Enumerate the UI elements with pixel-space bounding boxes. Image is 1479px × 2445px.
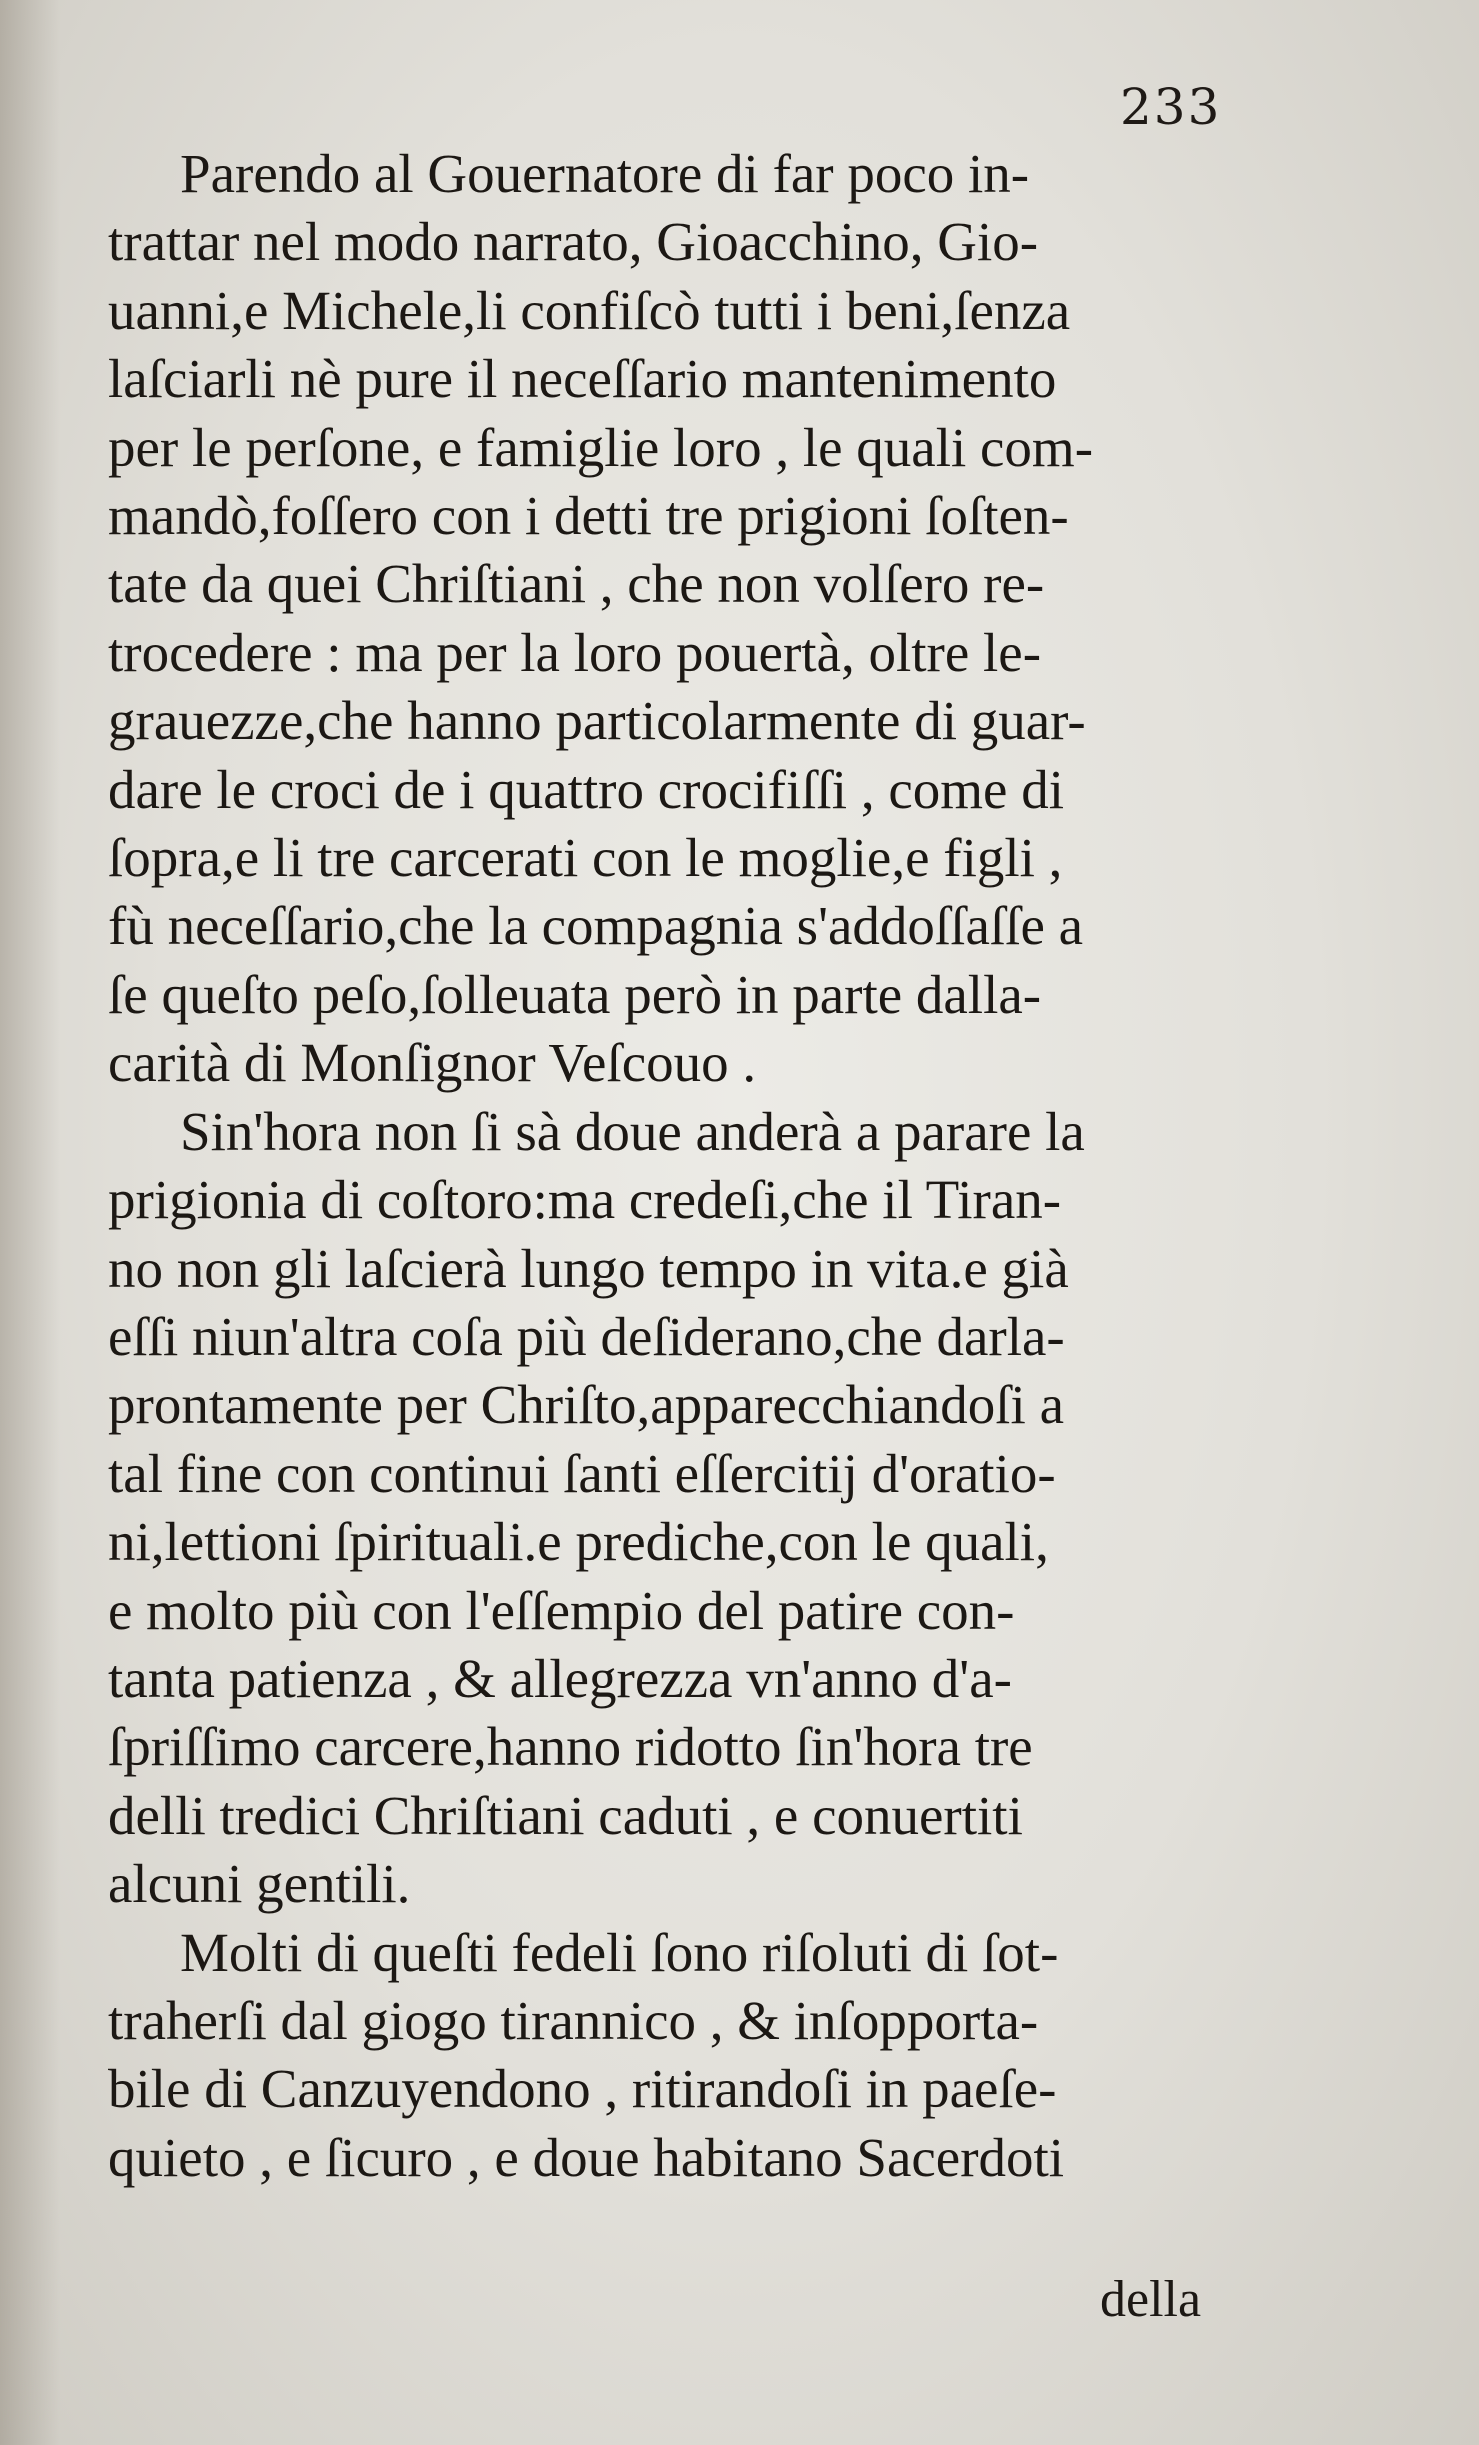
text-line: Sin'hora non ſi sà doue anderà a parare la	[180, 1100, 1085, 1162]
text-line: uanni,e Michele,li confiſcò tutti i beni,ſenza	[108, 279, 1071, 341]
text-line: prigionia di coſtoro:ma credeſi,che il Tiran-	[108, 1169, 1062, 1231]
text-line: fù neceſſario,che la compagnia s'addoſſaſſe a	[108, 895, 1084, 957]
text-line: dare le croci de i quattro crocifiſſi , come di	[108, 758, 1064, 820]
text-line: prontamente per Chriſto,apparecchiandoſi a	[108, 1374, 1065, 1436]
text-line: laſciarli nè pure il neceſſario mantenimento	[108, 348, 1057, 410]
text-line: eſſi niun'altra coſa più deſiderano,che darla-	[108, 1305, 1065, 1367]
text-line: alcuni gentili.	[108, 1853, 411, 1915]
text-line: ni,lettioni ſpirituali.e prediche,con le quali,	[108, 1511, 1049, 1573]
text-line: ſpriſſimo carcere,hanno ridotto ſin'hora tre	[108, 1716, 1033, 1778]
text-line: ſopra,e li tre carcerati con le moglie,e figli ,	[108, 827, 1063, 889]
text-line: tanta patienza , & allegrezza vn'anno d'a-	[108, 1647, 1012, 1709]
text-line: tal fine con continui ſanti eſſercitij d'oratio-	[108, 1442, 1056, 1504]
text-line: trocedere : ma per la loro pouertà, oltre le-	[108, 621, 1042, 683]
text-line: traherſi dal giogo tirannico , & inſopporta-	[108, 1989, 1039, 2051]
text-line: delli tredici Chriſtiani caduti , e conuertiti	[108, 1784, 1023, 1846]
text-line: Parendo al Gouernatore di far poco in-	[180, 143, 1030, 204]
text-line: ſe queſto peſo,ſolleuata però in parte dalla-	[108, 963, 1042, 1025]
text-line: trattar nel modo narrato, Gioacchino, Gio-	[108, 211, 1039, 273]
text-line: mandò,foſſero con i detti tre prigioni ſoſten-	[108, 485, 1069, 547]
text-line: carità di Monſignor Veſcouo .	[108, 1032, 757, 1094]
text-line: grauezze,che hanno particolarmente di guar-	[108, 690, 1086, 752]
text-line: tate da quei Chriſtiani , che non volſero re-	[108, 553, 1045, 615]
body-text	[108, 140, 1333, 2192]
spine-shadow	[0, 0, 60, 2445]
text-line: e molto più con l'eſſempio del patire con-	[108, 1579, 1015, 1641]
catchword: della	[1100, 2271, 1202, 2328]
text-line: per le perſone, e famiglie loro , le quali com-	[108, 416, 1094, 478]
text-line: bile di Canzuyendono , ritirandoſi in paeſe-	[108, 2058, 1057, 2120]
text-line: quieto , e ſicuro , e doue habitano Sacerdoti	[108, 2126, 1065, 2188]
page-number: 233	[1120, 78, 1222, 136]
text-line: no non gli laſcierà lungo tempo in vita.e già	[108, 1237, 1069, 1299]
text-line: Molti di queſti fedeli ſono riſoluti di ſot-	[180, 1921, 1059, 1983]
